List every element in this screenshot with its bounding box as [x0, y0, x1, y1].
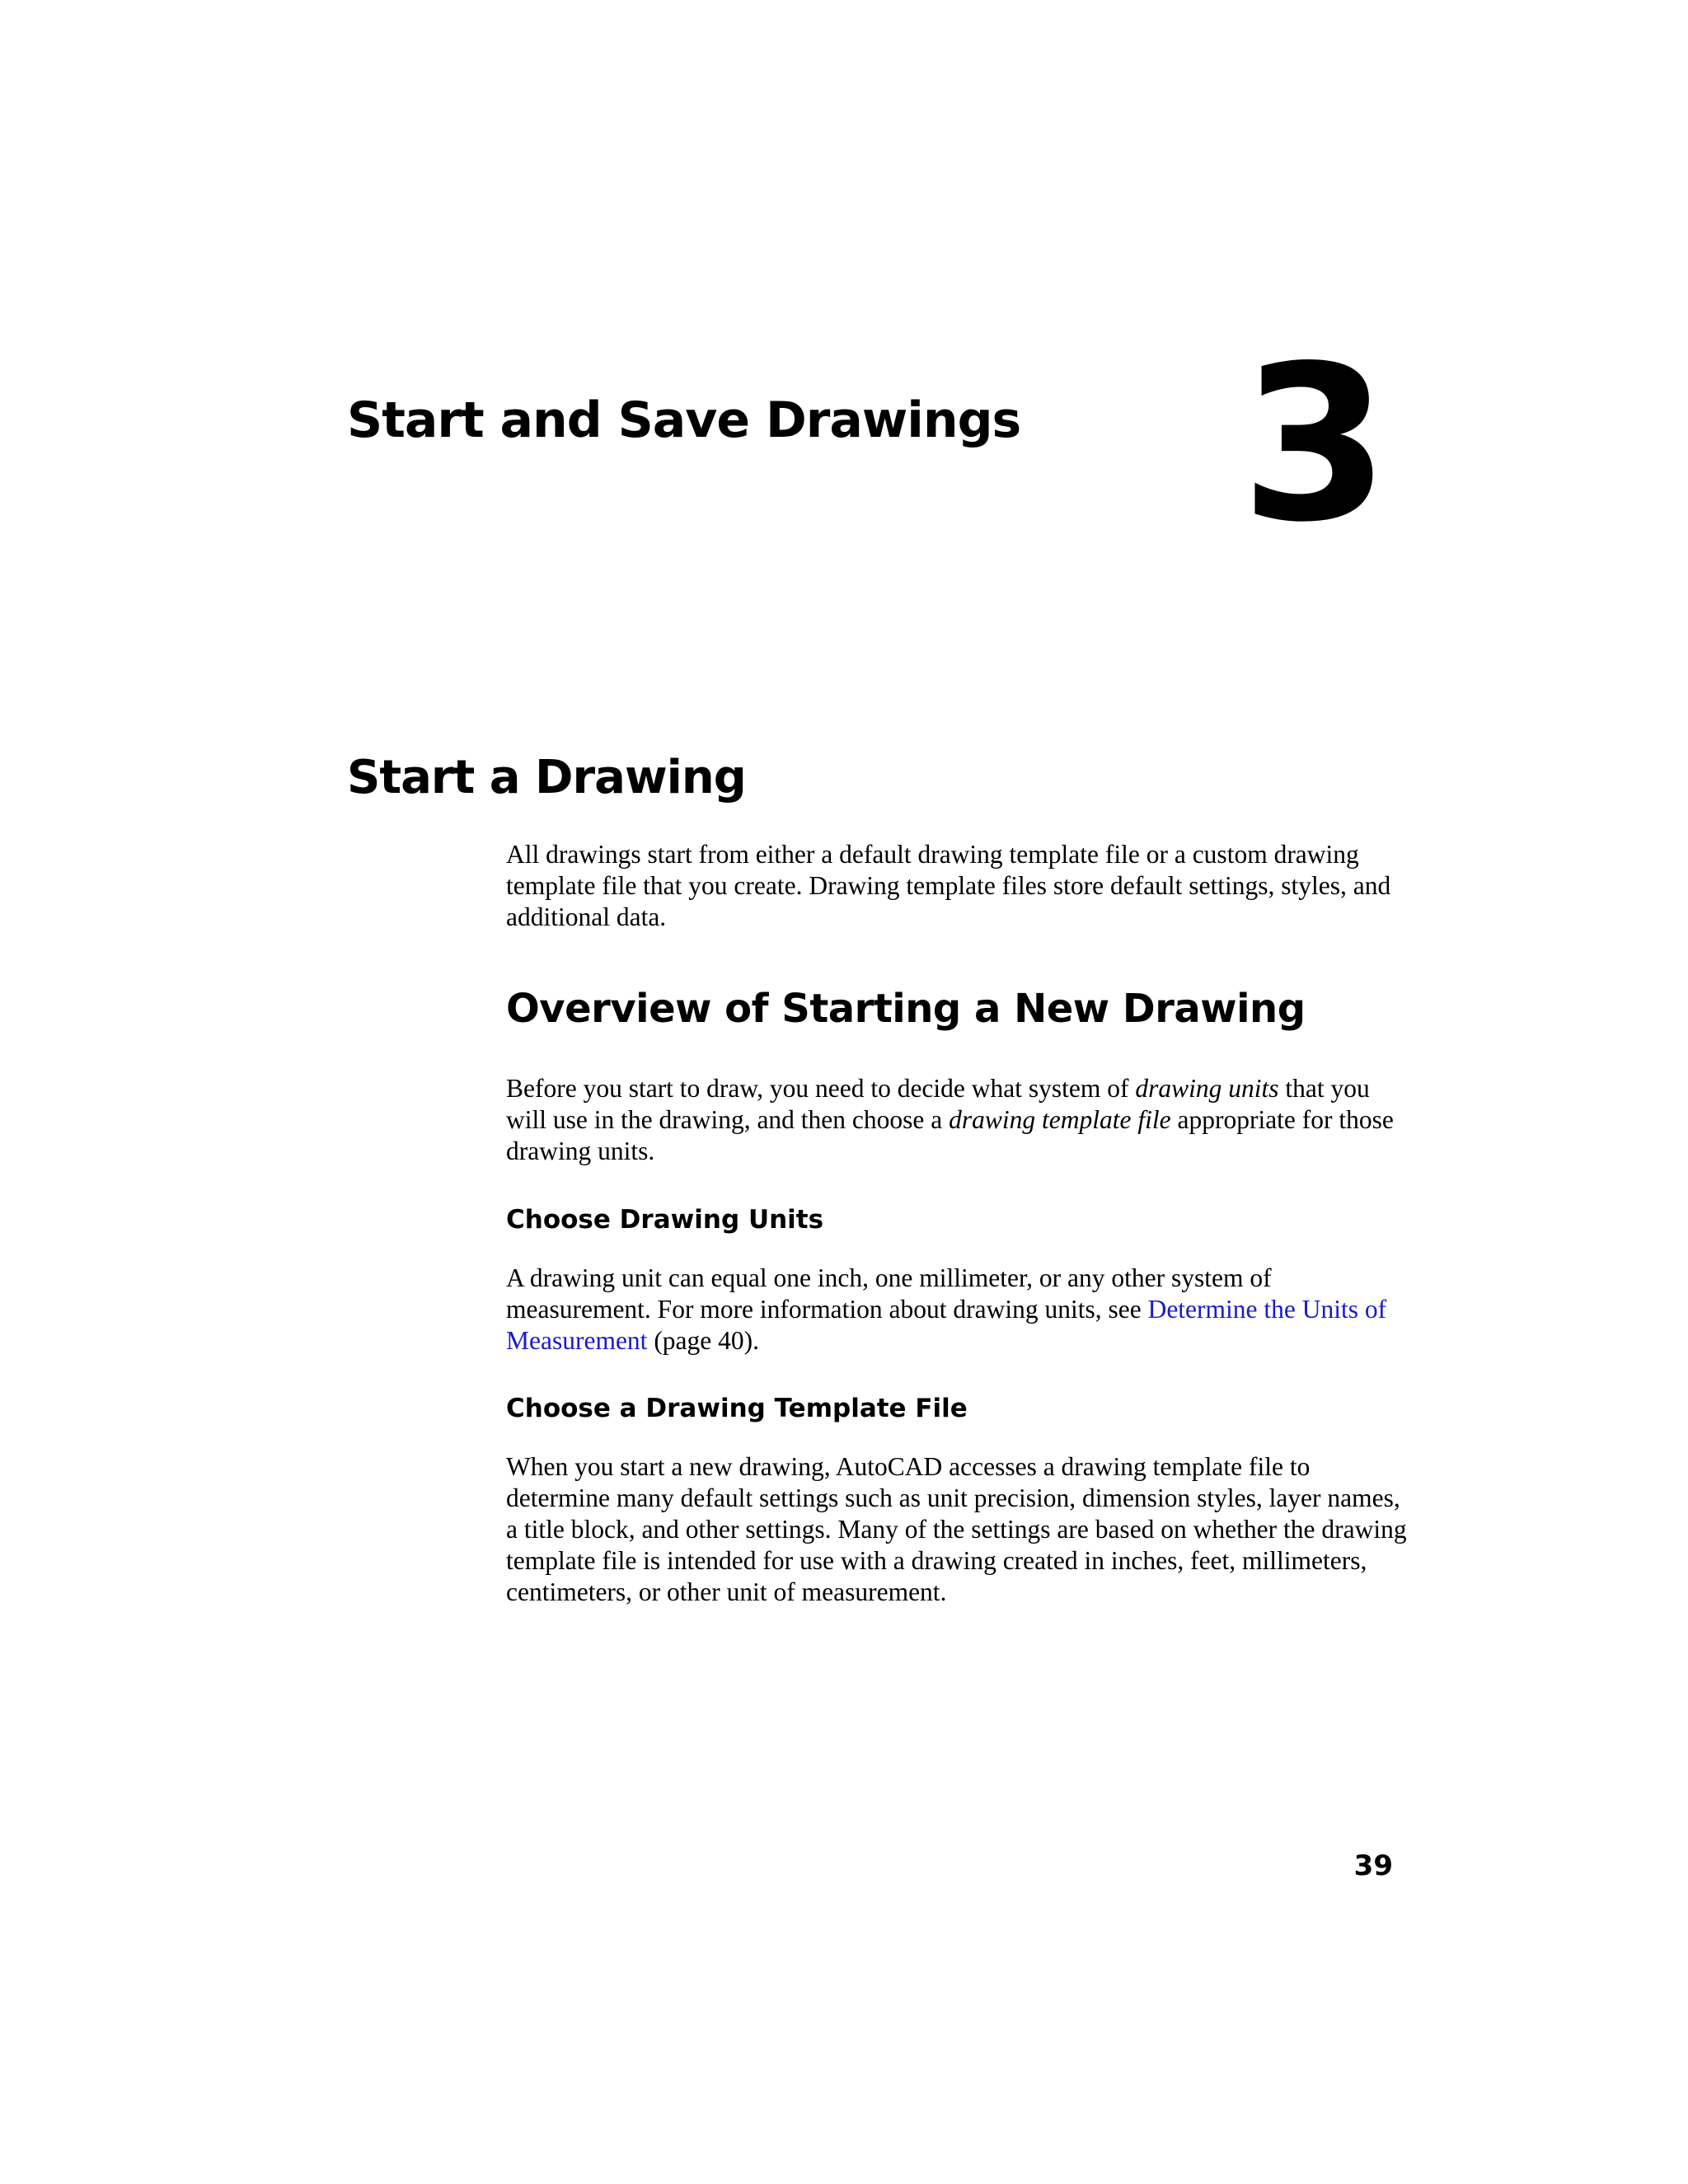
- units-text-after-link: (page 40).: [647, 1326, 760, 1355]
- chapter-title: Start and Save Drawings: [347, 391, 1021, 449]
- overview-heading: Overview of Starting a New Drawing: [506, 986, 1306, 1032]
- overview-paragraph: [506, 1073, 1413, 1167]
- overview-text-3: appropriate for those drawing units.: [506, 1105, 1394, 1165]
- units-paragraph: [506, 1263, 1413, 1357]
- section-intro-paragraph: All drawings start from either a default drawing template file or a custom drawing template file that you create. Drawing template files store default settings, styles, and additional data.: [506, 840, 1391, 931]
- section-heading: Start a Drawing: [347, 751, 746, 804]
- overview-text-2: that you will use in the drawing, and then choose a: [506, 1074, 1370, 1134]
- template-heading: Choose a Drawing Template File: [506, 1394, 968, 1423]
- page-number: 39: [1353, 1849, 1393, 1882]
- overview-emphasis-template-file: drawing template file: [949, 1105, 1171, 1134]
- units-of-measurement-link[interactable]: Determine the Units of Measurement: [506, 1295, 1387, 1355]
- chapter-number: 3: [1240, 321, 1385, 569]
- overview-emphasis-drawing-units: drawing units: [1135, 1074, 1279, 1103]
- units-text-before-link: A drawing unit can equal one inch, one millimeter, or any other system of measurement. For more information about drawing units, see: [506, 1263, 1272, 1324]
- overview-text-1: Before you start to draw, you need to decide what system of: [506, 1074, 1136, 1103]
- units-heading: Choose Drawing Units: [506, 1205, 824, 1235]
- template-paragraph: When you start a new drawing, AutoCAD accesses a drawing template file to determine many default settings such as unit precision, dimension styles, layer names, a title block, and other settings. Many of the settings are based on whether the drawing template file is intended for use with a drawing created in inches, feet, millimeters, centimeters, or other unit of measurement.: [506, 1452, 1407, 1606]
